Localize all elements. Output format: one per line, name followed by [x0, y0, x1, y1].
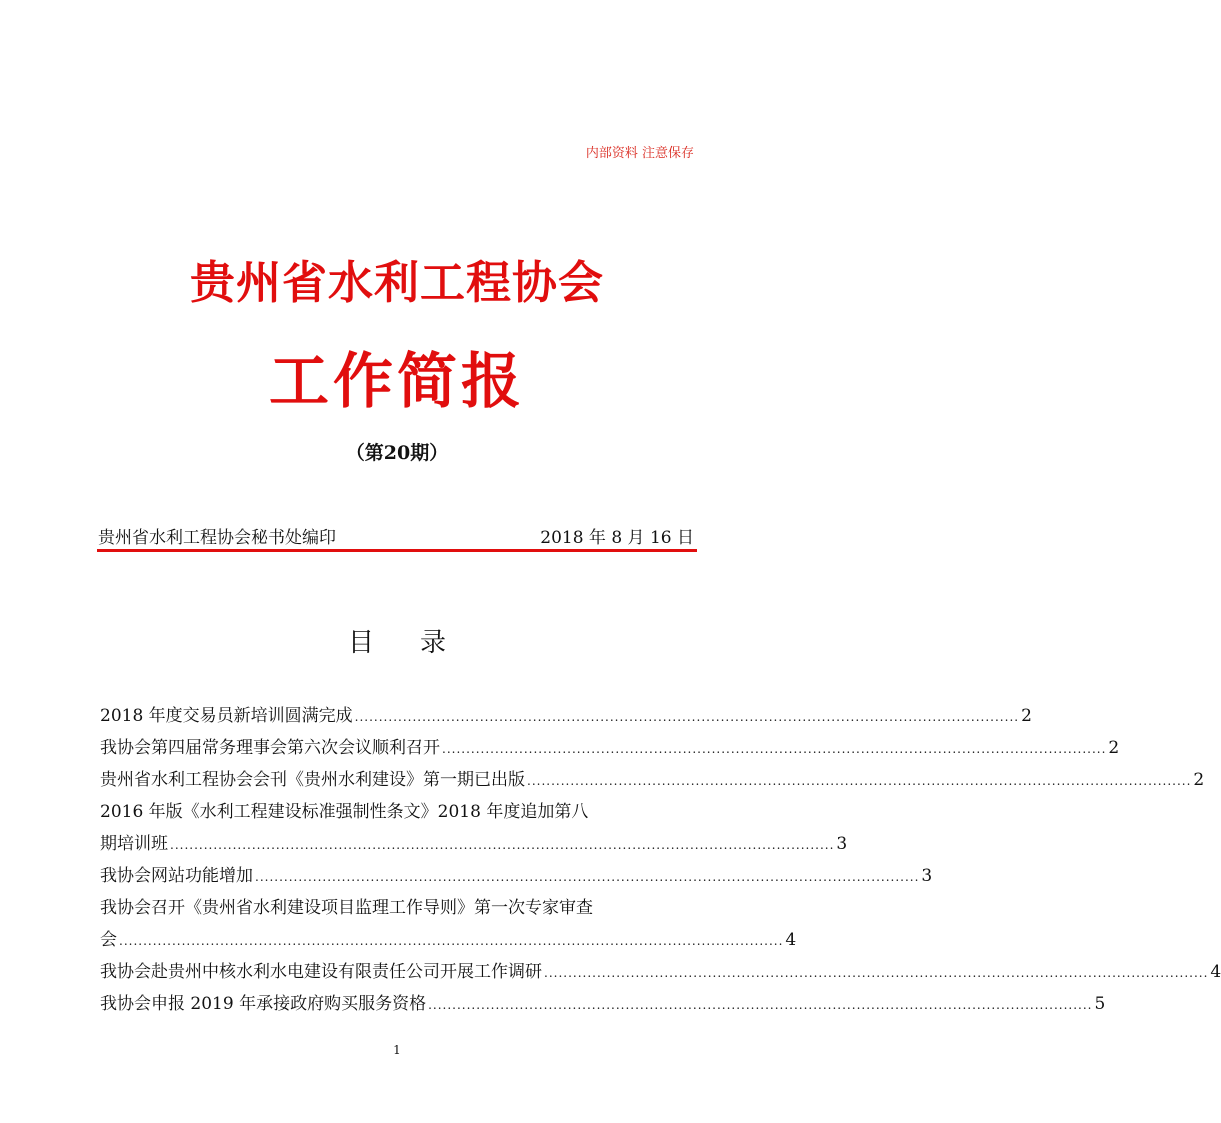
organization-title: 贵州省水利工程协会 [189, 256, 604, 309]
toc-entry[interactable] [100, 732, 1120, 764]
toc-entry[interactable] [100, 764, 1205, 796]
toc-leader: .......................................................................................................................................... [428, 998, 1093, 1012]
toc-entry-title: 期培训班 [100, 834, 168, 854]
toc-entry-page: 4 [1210, 962, 1221, 982]
toc-entry[interactable] [100, 988, 1106, 1020]
publication-title: 工作简报 [269, 347, 525, 417]
toc-entry-page: 3 [836, 834, 848, 854]
publisher-name: 贵州省水利工程协会秘书处编印 [98, 528, 336, 548]
page-number: 1 [393, 1043, 401, 1057]
toc-leader: .......................................................................................................................................... [119, 934, 784, 948]
toc-entry-page: 2 [1193, 770, 1205, 790]
toc-entry-page: 3 [921, 866, 933, 886]
toc-leader: .......................................................................................................................................... [170, 838, 835, 852]
toc-entry-title-line1: 我协会召开《贵州省水利建设项目监理工作导则》第一次专家审查 [100, 898, 593, 918]
confidentiality-notice: 内部资料 注意保存 [585, 146, 694, 161]
table-of-contents [100, 700, 1221, 1020]
toc-leader: .......................................................................................................................................... [354, 710, 1020, 724]
toc-entry-page: 2 [1108, 738, 1120, 758]
header-divider [97, 549, 697, 552]
toc-title: 目录 [347, 628, 492, 658]
publish-date: 2018 年 8 月 16 日 [540, 528, 694, 548]
issue-number: （第20期） [345, 442, 449, 464]
toc-entry-page: 4 [785, 930, 797, 950]
toc-entry-title: 会 [100, 930, 117, 950]
publisher-row [98, 523, 694, 548]
toc-leader: .......................................................................................................................................... [442, 742, 1107, 756]
toc-entry-title: 我协会第四届常务理事会第六次会议顺利召开 [100, 738, 440, 758]
toc-entry-title-line1: 2016 年版《水利工程建设标准强制性条文》2018 年度追加第八 [100, 802, 589, 822]
toc-entry-title: 贵州省水利工程协会会刊《贵州水利建设》第一期已出版 [100, 770, 525, 790]
toc-entry[interactable] [100, 796, 848, 860]
toc-leader: .......................................................................................................................................... [527, 774, 1192, 788]
toc-leader: .......................................................................................................................................... [255, 870, 920, 884]
toc-entry[interactable] [100, 892, 797, 956]
toc-entry[interactable] [100, 956, 1221, 988]
toc-entry-page: 2 [1021, 706, 1032, 726]
toc-entry-page: 5 [1094, 994, 1106, 1014]
toc-leader: .......................................................................................................................................... [544, 966, 1209, 980]
toc-entry[interactable] [100, 700, 1032, 732]
toc-entry[interactable] [100, 860, 933, 892]
toc-entry-title: 我协会网站功能增加 [100, 866, 253, 886]
toc-entry-title: 我协会申报 2019 年承接政府购买服务资格 [100, 994, 427, 1014]
toc-entry-title: 2018 年度交易员新培训圆满完成 [100, 706, 353, 726]
toc-entry-title: 我协会赴贵州中核水利水电建设有限责任公司开展工作调研 [100, 962, 542, 982]
